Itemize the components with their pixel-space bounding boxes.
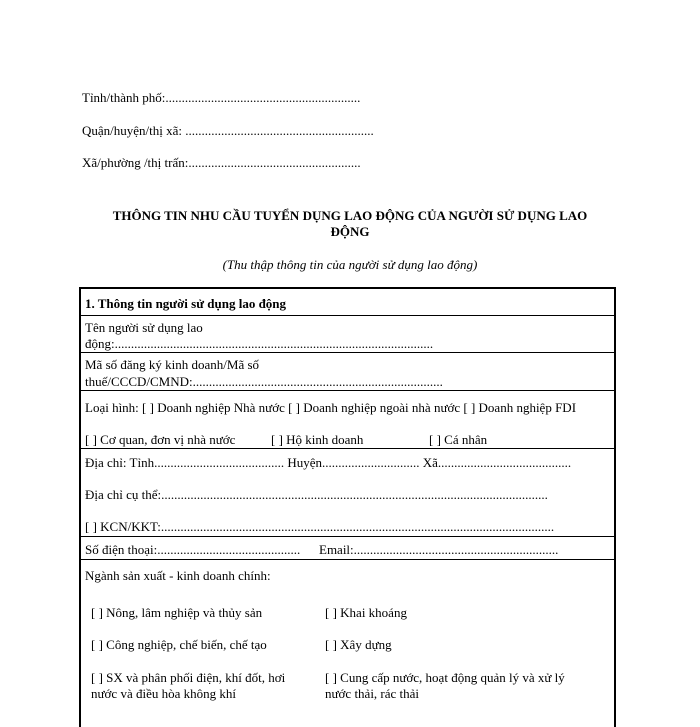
row-divider xyxy=(81,448,614,449)
commune-field: Xã/phường /thị trấn:..................................................... xyxy=(82,155,361,170)
type-state-agency-option: [ ] Cơ quan, đơn vị nhà nước xyxy=(85,432,236,447)
industrial-zone-field: [ ] KCN/KKT:......................................................................................................................... xyxy=(85,519,555,534)
address-detail-field: Địa chỉ cụ thể:....................................................................................................................... xyxy=(85,487,548,502)
email-field: Email:............................................................... xyxy=(319,542,559,557)
industry-electricity-option-cont: nước và điều hòa không khí xyxy=(91,686,236,701)
industry-water-option: [ ] Cung cấp nước, hoạt động quản lý và xử lý xyxy=(325,670,565,685)
section-heading: 1. Thông tin người sử dụng lao động xyxy=(85,296,287,311)
industry-water-option-cont: nước thải, rác thải xyxy=(325,686,420,701)
industry-construction-option: [ ] Xây dựng xyxy=(325,637,392,652)
tax-id-field: thuế/CCCD/CMND:............................................................................. xyxy=(85,374,443,389)
industry-agriculture-option: [ ] Nông, lâm nghiệp và thủy sản xyxy=(91,605,263,620)
employer-name-field: động:.................................................................................................. xyxy=(85,336,434,351)
row-divider xyxy=(81,559,614,560)
document-subtitle: (Thu thập thông tin của người sử dụng lao động) xyxy=(222,257,478,272)
phone-field: Số điện thoại:............................................ xyxy=(85,542,301,557)
address-field: Địa chỉ: Tỉnh........................................ Huyện.............................. Xã......................................... xyxy=(85,455,572,470)
industry-electricity-option: [ ] SX và phân phối điện, khí đốt, hơi xyxy=(91,670,286,685)
industry-manufacturing-option: [ ] Công nghiệp, chế biến, chế tạo xyxy=(91,637,267,652)
row-divider xyxy=(81,390,614,391)
row-divider xyxy=(81,352,614,353)
row-divider xyxy=(81,536,614,537)
type-household-option: [ ] Hộ kinh doanh xyxy=(271,432,364,447)
district-field: Quận/huyện/thị xã: .......................................................... xyxy=(82,123,374,138)
employer-name-label: Tên người sử dụng lao xyxy=(85,320,203,335)
industry-heading: Ngành sản xuất - kinh doanh chính: xyxy=(85,568,271,583)
row-divider xyxy=(81,315,614,316)
industry-mining-option: [ ] Khai khoáng xyxy=(325,605,407,620)
tax-id-label: Mã số đăng ký kinh doanh/Mã số xyxy=(85,357,260,372)
document-title: THÔNG TIN NHU CẦU TUYỂN DỤNG LAO ĐỘNG CỦA NGƯỜI SỬ DỤNG LAO ĐỘNG xyxy=(112,208,588,239)
business-type-options: Loại hình: [ ] Doanh nghiệp Nhà nước [ ] Doanh nghiệp ngoài nhà nước [ ] Doanh nghiệp FDI xyxy=(85,400,577,415)
type-individual-option: [ ] Cá nhân xyxy=(429,432,488,447)
province-field: Tỉnh/thành phố:............................................................ xyxy=(82,90,361,105)
employer-info-form xyxy=(79,287,616,727)
